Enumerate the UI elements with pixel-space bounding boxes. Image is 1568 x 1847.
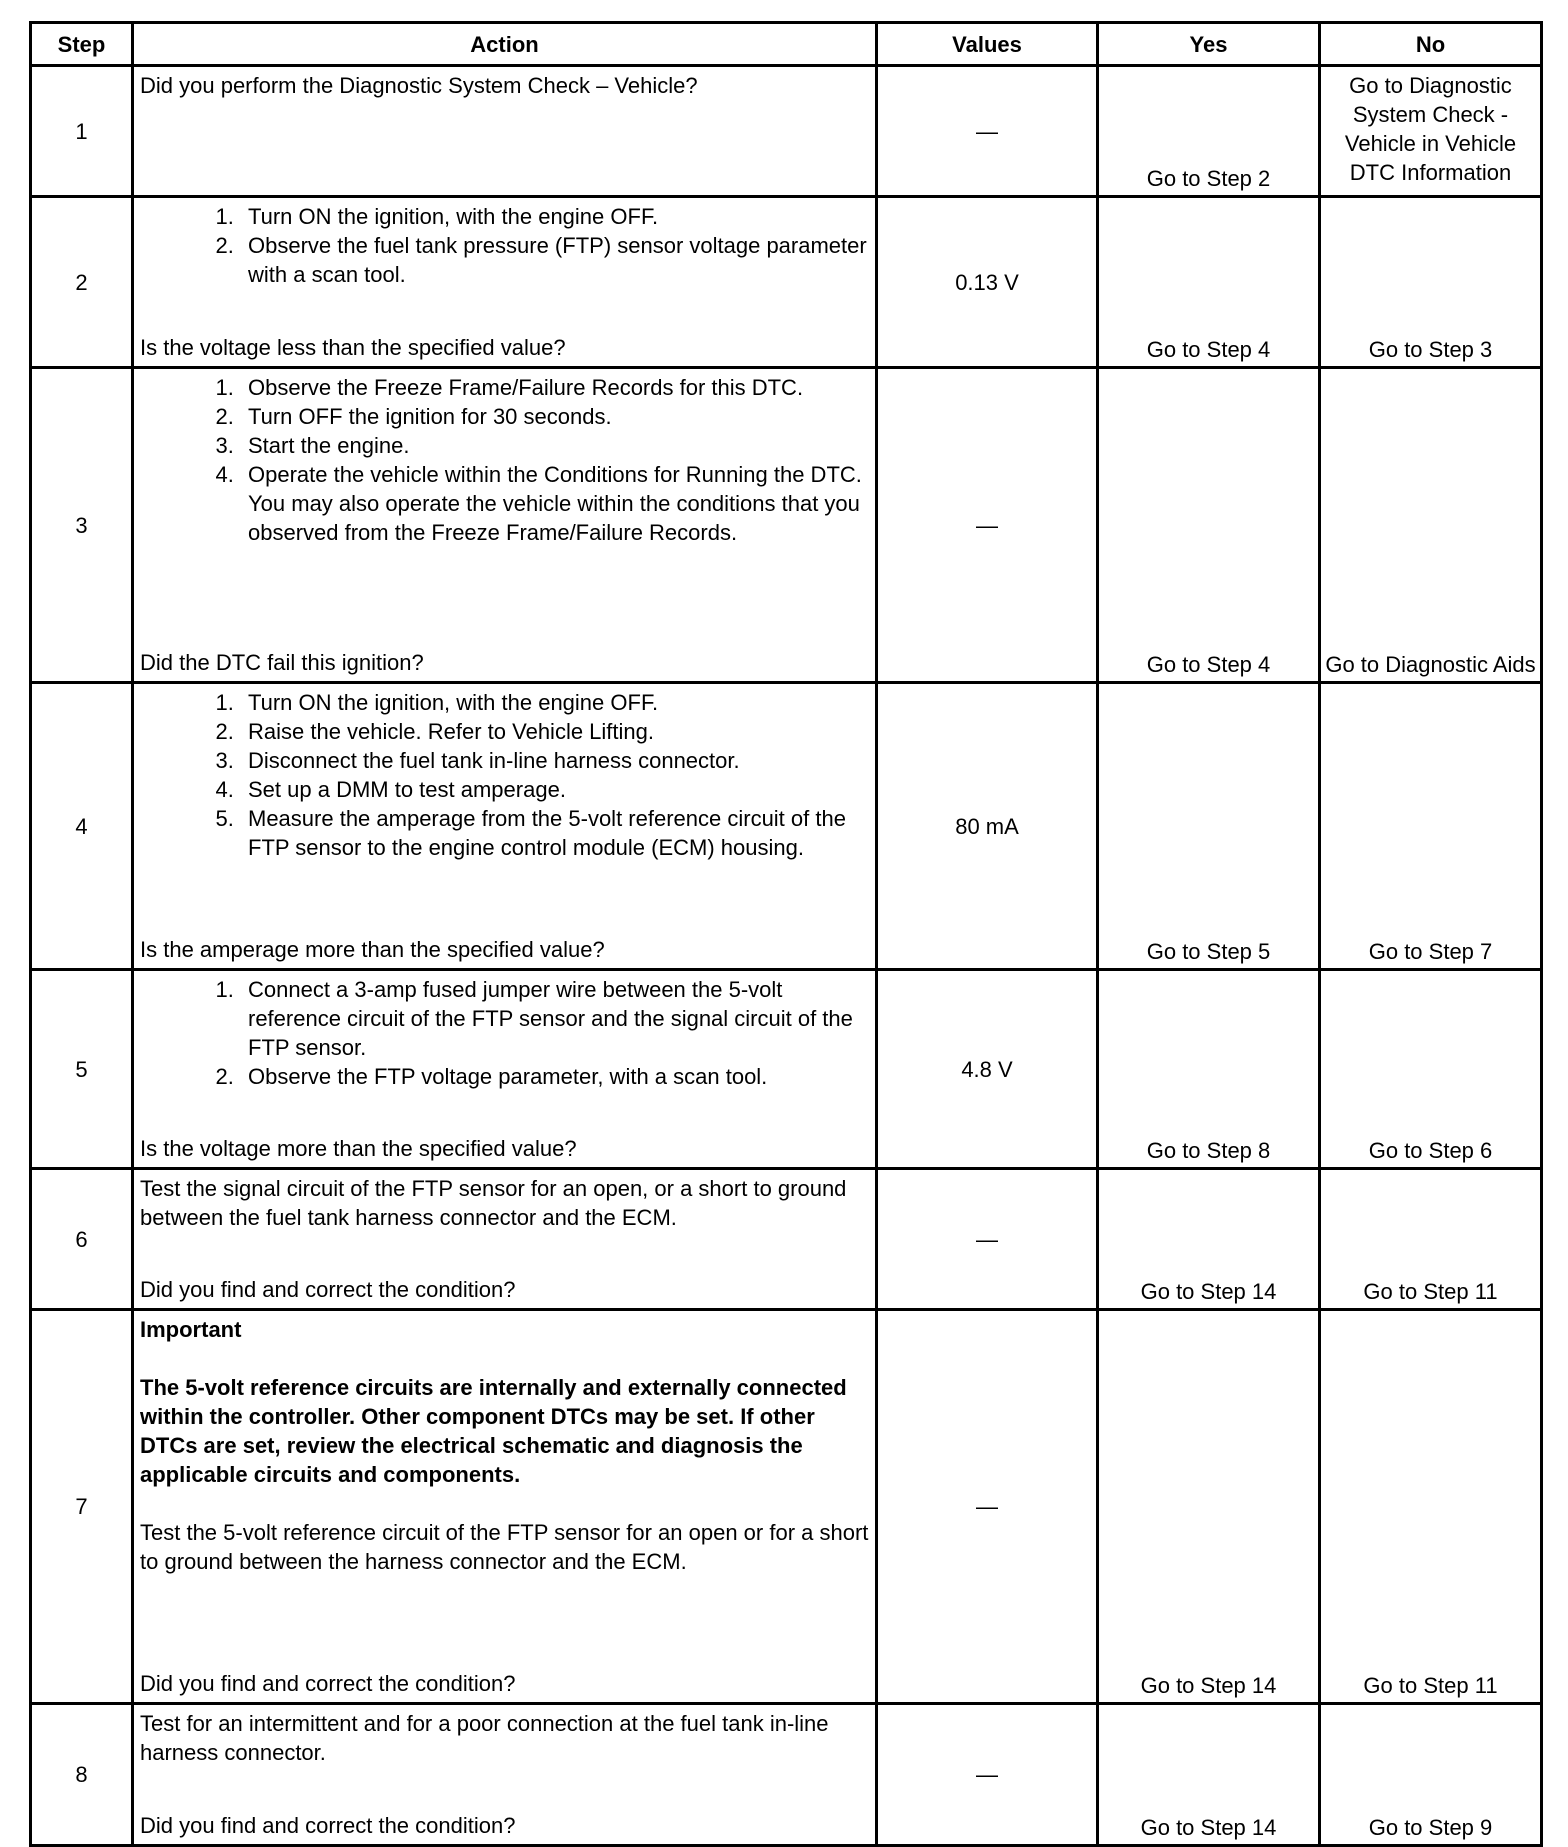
header-step: Step	[31, 23, 133, 66]
action-question: Did you find and correct the condition?	[140, 1277, 516, 1302]
important-title: Important	[140, 1317, 242, 1342]
action-step: 1. Turn ON the ignition, with the engine OFF.	[240, 688, 869, 717]
action-question: Is the amperage more than the specified value?	[140, 937, 605, 962]
header-yes: Yes	[1098, 23, 1320, 66]
step-number: 3	[31, 368, 133, 683]
step-number: 7	[31, 1310, 133, 1704]
action-step: 2. Observe the fuel tank pressure (FTP) sensor voltage parameter with a scan tool.	[240, 231, 869, 289]
action-step: 4. Set up a DMM to test amperage.	[240, 775, 869, 804]
step-number: 2	[31, 197, 133, 368]
action-steps	[140, 202, 869, 289]
action-question: Is the voltage more than the specified value?	[140, 1136, 577, 1161]
yes-cell: Go to Step 14	[1098, 1704, 1320, 1846]
step-number: 8	[31, 1704, 133, 1846]
table-row	[31, 1704, 1542, 1846]
action-question: Is the voltage less than the specified value?	[140, 335, 566, 360]
table-row	[31, 1169, 1542, 1310]
value-cell: —	[877, 1704, 1098, 1846]
value-cell: —	[877, 1310, 1098, 1704]
no-cell: Go to Step 11	[1320, 1310, 1542, 1704]
table-row	[31, 368, 1542, 683]
action-step: 1. Connect a 3-amp fused jumper wire between the 5-volt reference circuit of the FTP sensor and the signal circuit of the FTP sensor.	[240, 975, 869, 1062]
header-action: Action	[133, 23, 877, 66]
yes-cell: Go to Step 2	[1098, 66, 1320, 197]
value-cell: —	[877, 1169, 1098, 1310]
no-cell: Go to Step 9	[1320, 1704, 1542, 1846]
no-cell: Go to Step 7	[1320, 683, 1542, 970]
table-row	[31, 66, 1542, 197]
action-text: Test the signal circuit of the FTP sensor for an open, or a short to ground between the fuel tank harness connector and the ECM.	[140, 1176, 847, 1230]
step-number: 5	[31, 970, 133, 1169]
action-step: 2. Observe the FTP voltage parameter, with a scan tool.	[240, 1062, 869, 1091]
action-step: 2. Raise the vehicle. Refer to Vehicle Lifting.	[240, 717, 869, 746]
action-question: Did you find and correct the condition?	[140, 1671, 516, 1696]
yes-cell: Go to Step 4	[1098, 197, 1320, 368]
action-step: 5. Measure the amperage from the 5-volt reference circuit of the FTP sensor to the engine control module (ECM) housing.	[240, 804, 869, 862]
action-cell	[133, 1169, 877, 1310]
action-step: 1. Observe the Freeze Frame/Failure Records for this DTC.	[240, 373, 869, 402]
action-question: Did the DTC fail this ignition?	[140, 650, 424, 675]
action-cell	[133, 368, 877, 683]
action-text: Test for an intermittent and for a poor connection at the fuel tank in-line harness connector.	[140, 1711, 829, 1765]
table-row	[31, 683, 1542, 970]
action-step: 4. Operate the vehicle within the Conditions for Running the DTC. You may also operate the vehicle within the conditions that you observed from the Freeze Frame/Failure Records.	[240, 460, 869, 547]
action-step: 3. Disconnect the fuel tank in-line harness connector.	[240, 746, 869, 775]
action-step: 2. Turn OFF the ignition for 30 seconds.	[240, 402, 869, 431]
action-text: Did you perform the Diagnostic System Check – Vehicle?	[140, 73, 698, 98]
header-values: Values	[877, 23, 1098, 66]
action-cell	[133, 970, 877, 1169]
no-cell: Go to Diagnostic Aids	[1320, 368, 1542, 683]
step-number: 4	[31, 683, 133, 970]
value-cell: 0.13 V	[877, 197, 1098, 368]
action-question: Did you find and correct the condition?	[140, 1813, 516, 1838]
table-row	[31, 970, 1542, 1169]
action-step: 3. Start the engine.	[240, 431, 869, 460]
header-no: No	[1320, 23, 1542, 66]
yes-cell: Go to Step 4	[1098, 368, 1320, 683]
action-steps	[140, 373, 869, 547]
header-row	[31, 23, 1542, 66]
no-cell: Go to Diagnostic System Check - Vehicle in Vehicle DTC Information	[1320, 66, 1542, 197]
no-cell: Go to Step 3	[1320, 197, 1542, 368]
table-row	[31, 197, 1542, 368]
no-cell: Go to Step 6	[1320, 970, 1542, 1169]
table-row	[31, 1310, 1542, 1704]
value-cell: 4.8 V	[877, 970, 1098, 1169]
step-number: 6	[31, 1169, 133, 1310]
action-steps	[140, 975, 869, 1091]
action-step: 1. Turn ON the ignition, with the engine OFF.	[240, 202, 869, 231]
action-cell	[133, 1310, 877, 1704]
value-cell: 80 mA	[877, 683, 1098, 970]
action-text: Test the 5-volt reference circuit of the FTP sensor for an open or for a short to ground between the harness connector and the ECM.	[140, 1520, 869, 1574]
no-cell: Go to Step 11	[1320, 1169, 1542, 1310]
value-cell: —	[877, 66, 1098, 197]
value-cell: —	[877, 368, 1098, 683]
action-cell	[133, 66, 877, 197]
action-cell	[133, 197, 877, 368]
yes-cell: Go to Step 8	[1098, 970, 1320, 1169]
diagnostic-table	[29, 21, 1543, 1847]
action-cell	[133, 1704, 877, 1846]
action-cell	[133, 683, 877, 970]
step-number: 1	[31, 66, 133, 197]
important-text: The 5-volt reference circuits are internally and externally connected within the controller. Other component DTCs may be set. If other DTCs are set, review the electrical schematic and diagnosis the applicable circuits and components.	[140, 1375, 847, 1487]
action-steps	[140, 688, 869, 862]
yes-cell: Go to Step 14	[1098, 1169, 1320, 1310]
yes-cell: Go to Step 5	[1098, 683, 1320, 970]
yes-cell: Go to Step 14	[1098, 1310, 1320, 1704]
